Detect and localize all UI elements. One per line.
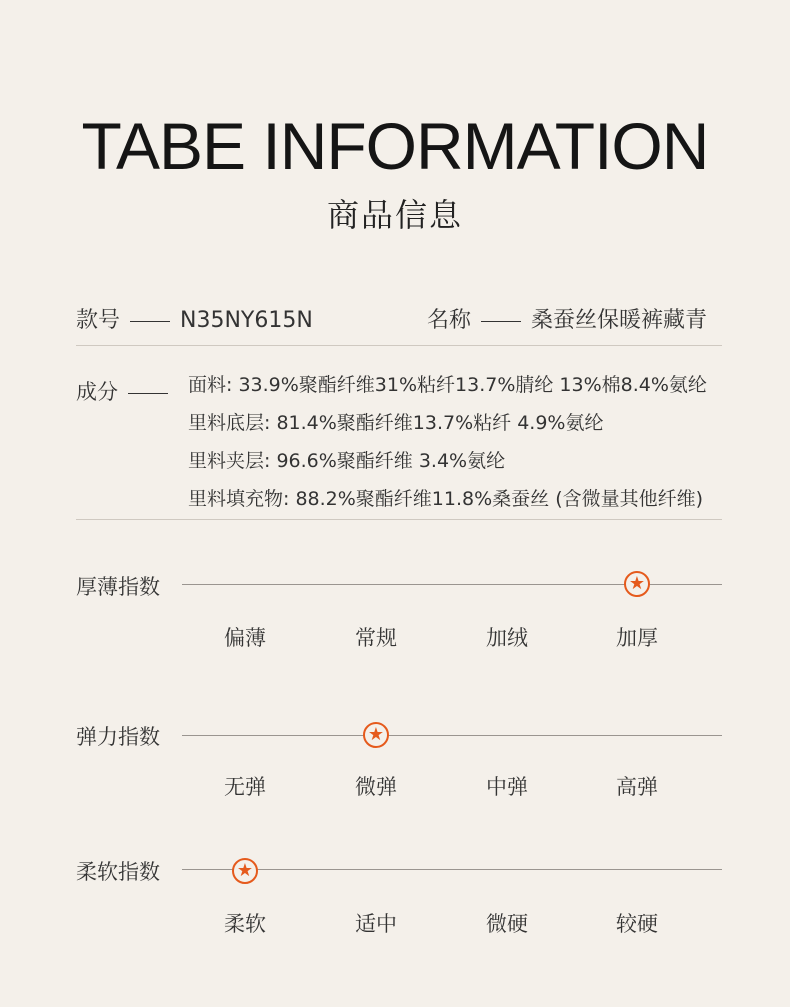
scale-label: 弹力指数	[76, 725, 160, 749]
scale-option: 微弹	[355, 775, 397, 799]
composition-line: 里料底层: 81.4%聚酯纤维13.7%粘纤 4.9%氨纶	[188, 412, 604, 434]
scale-label: 柔软指数	[76, 860, 160, 884]
dash-divider	[128, 393, 168, 394]
dash-divider	[481, 321, 521, 322]
composition-line: 面料: 33.9%聚酯纤维31%粘纤13.7%腈纶 13%棉8.4%氨纶	[188, 374, 707, 396]
composition-label: 成分	[76, 380, 118, 404]
scale-option: 中弹	[486, 775, 528, 799]
star-icon: ★	[232, 858, 258, 884]
star-icon: ★	[624, 571, 650, 597]
scale-option: 柔软	[224, 912, 266, 936]
dash-divider	[130, 321, 170, 322]
scale-option: 加绒	[486, 626, 528, 650]
product-name-row	[427, 303, 707, 334]
star-icon: ★	[363, 722, 389, 748]
scale-option: 无弹	[224, 775, 266, 799]
style-number-value: N35NY615N	[180, 308, 313, 333]
product-name-label: 名称	[427, 308, 472, 333]
scale-line	[182, 735, 722, 736]
section-divider	[76, 345, 722, 346]
product-name-value: 桑蚕丝保暖裤藏青	[531, 308, 708, 333]
scale-option: 微硬	[486, 912, 528, 936]
page-title: TABE INFORMATION	[81, 109, 709, 183]
scale-option: 常规	[355, 626, 397, 650]
page-subtitle: 商品信息	[326, 196, 463, 234]
scale-option: 偏薄	[224, 626, 266, 650]
scale-line	[182, 869, 722, 870]
scale-option: 高弹	[616, 775, 658, 799]
style-number-row	[76, 303, 313, 334]
composition-line: 里料填充物: 88.2%聚酯纤维11.8%桑蚕丝 (含微量其他纤维)	[188, 488, 704, 510]
scale-label: 厚薄指数	[76, 575, 160, 599]
section-divider	[76, 519, 722, 520]
style-number-label: 款号	[76, 308, 121, 333]
composition-line: 里料夹层: 96.6%聚酯纤维 3.4%氨纶	[188, 450, 506, 472]
composition-label-row	[76, 376, 178, 406]
scale-option: 适中	[355, 912, 397, 936]
scale-option: 加厚	[616, 626, 658, 650]
scale-option: 较硬	[616, 912, 658, 936]
composition-list	[188, 370, 707, 522]
